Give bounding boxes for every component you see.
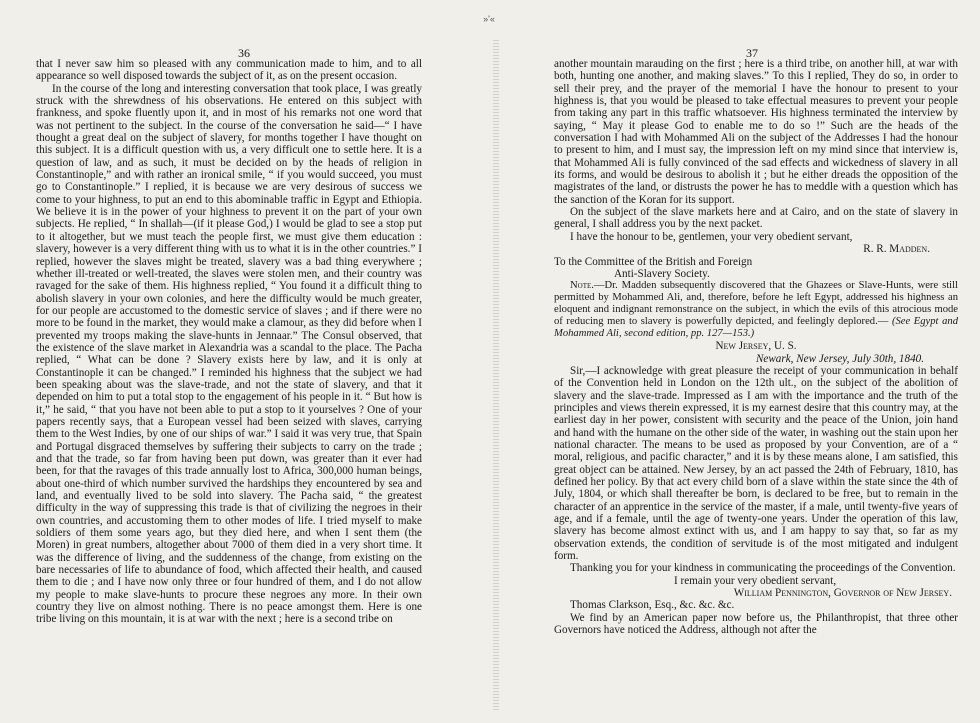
letter-dateline: Newark, New Jersey, July 30th, 1840.	[755, 352, 924, 365]
right-paragraph-1: another mountain marauding on the first ; here is a third tribe, on another hill, at war with both, hunting one another, and making slaves.” To this I replied, They do so, in order to sell their prey, and the prayer of the memorial I have the honour to present to your highness is, that you would be pleased to take effectual measures to prevent your people from taking any part in this traffic whatsoever. His highness terminated the interview by saying, “ May it please God to enable me to do so !” Such are the heads of the conversation I had with Mohammed Ali on the subject of the Addresses I had the honour to present to him, and I must say, the impression left on my mind since that interview is, that Mohammed Ali is fully convinced of the sad effects and wickedness of slavery in all its forms, and would be desirous to abolish it ; but he either dreads the opposition of the magistrates of the land, or distrusts the power he has to meddle with a question which has the sanction of the Koran for its support.	[554, 58, 958, 206]
addressee-line-1: To the Committee of the British and Foreign	[554, 255, 753, 268]
letter-body: Sir,—I acknowledge with great pleasure the receipt of your communication in behalf of the Convention held in London on the 12th ult., on the subject of the abolition of slavery and the slave-trade. Impressed as I am with the importance and the truth of the principles and views therein expressed, it is my earnest desire that this country may, at the earliest day in her power, consistent with security and the peace of the Union, join hand and hand with the humane on the other side of the water, in washing out the stain upon her national character. The means to be used as proposed by your Convention, are of a “ moral, religious, and pacific character,” and it is by these means alone, I am satisfied, this great object can be attained. New Jersey, by an act passed the 24th of February, 1810, has defined her policy. By that act every child born of a slave within the state since the 4th of July, 1804, or which shall thereafter be born, is declared to be free, but to remain in the character of an apprentice in the service of the master, if a male, until twenty-five years of age, and if a female, until the age of twenty-one years. Under the operation of this law, slavery has become almost extinct with us, and I am happy to say that, so far as my observation extends, the condition of servitude is of the most mitigated and indulgent form.	[554, 364, 958, 563]
note-citation: (See Egypt and Mohammed Ali, second edition, pp. 127—153.)	[554, 316, 958, 340]
left-paragraph-1: that I never saw him so pleased with any communication made to him, and to all appearance so well disposed towards the subject of it, as on the present occasion.	[36, 58, 422, 83]
signature-pennington: William Pennington, Governor of New Jersey.	[733, 587, 952, 600]
letter-thanks: Thanking you for your kindness in communicating the proceedings of the Convention.	[570, 562, 956, 575]
addressee-clarkson: Thomas Clarkson, Esq., &c. &c. &c.	[570, 599, 735, 612]
letter-closing: I remain your very obedient servant,	[674, 574, 837, 587]
right-paragraph-3: I have the honour to be, gentlemen, your very obedient servant,	[570, 230, 853, 243]
left-page	[36, 58, 422, 718]
addressee-line-2: Anti-Slavery Society.	[614, 267, 710, 280]
left-page-number: 36	[238, 46, 250, 60]
left-paragraph-2: In the course of the long and interesting conversation that took place, I was greatly struck with the shrewdness of his observations. He entered on this subject with frankness, and spoke fluently upon it, and in most of his remarks not one word that was not pertinent to the subject. In the course of the conversation he said—“ I have thought a great deal on the subject of slavery, for months together I have thought on this subject. It is a difficult question with us, a very difficult one to settle here. It is a question of law, and as such, it must be decided on by the heads of religion in Constantinople,” and with rather an ironical smile, “ if you would succeed, you must go to Constantinople.” I replied, it is because we are very desirous of success we come to your highness, to put an end to this abominable traffic in Egypt and Ethiopia. We believe it is in the power of your highness to prevent it on the part of your own subjects. He replied, “ In shallah—(if it please God,) I would be glad to see a stop put to it altogether, but we must teach the people first, we must give them education : slavery, however is a very different thing with us to what it is in the other countries.” I replied, however the slaves might be treated, slavery was a bad thing everywhere ; whether ill-treated or well-treated, the slaves were stolen men, and their country was ravaged for the sake of them. His highness replied, “ You found it a difficult thing to abolish slavery in your own colonies, and here the difficulty would be much greater, for our people are accustomed to the domestic service of slaves ; and if there were no more to be found in the market, they would make a clamour, as they did before when I prevented my troops making the slave-hunts in Jennaar.” The Consul observed, that the existence of the slave market in Alexandria was a scandal to the place. The Pacha replied, “ What can be done ? Slavery exists here by law, and it is only at Constantinople it can be changed.” I reminded his highness that the subject we had been speaking about was the slave-trade, and not the state of slavery, and that it depended on him to put a total stop to the engagement of his people in it. “ But how is it,” he said, “ that you have not been able to put a stop to it yourselves ? One of your papers recently says, that a European vessel had been seized with slaves, carrying them to the West Indies, by one of our ships of war.” I said it was very true, that Spain and Portugal disgraced themselves by suffering their subjects to carry on the trade ; and that the trade, so far from having been put down, was greater than it ever had been, for that the ravages of this trade annually lost to Africa, 300,000 human beings, about one-third of which number survived the hardships they encountered by sea and land, and eventually lived to be sold into slavery. The Pacha said, “ the greatest difficulty in the way of suppressing this trade is that of civilizing the negroes in their own countries, and accustoming them to other modes of life. I tried myself to make soldiers of them some years ago, but they died here, and when I sent them (the Moren) in great numbers, altogether about 7000 of them died in a very short time. It was the difference of living, and the suddenness of the change, from existing on the bare necessaries of life to abundance of food, which affected their health, and caused them to die ; and I have now only three or four hundred of them, and I do not allow my people to make slave-hunts to procure these negroes any more. In their own country they live on almost nothing. There is no peace amongst them. Here is one tribe living on this mountain, it is at war with the next ; here is a second tribe on	[36, 82, 422, 626]
right-paragraph-2: On the subject of the slave markets here and at Cairo, and on the state of slavery in general, I shall address you by the next packet.	[554, 206, 958, 231]
book-gutter	[493, 40, 499, 710]
closing-paragraph: We find by an American paper now before us, the Philanthropist, that three other Governors have noticed the Address, although not after the	[554, 611, 958, 637]
note-label: Note.	[570, 280, 594, 292]
note-text: —Dr. Madden subsequently discovered that the Ghazees or Slave-Hunts, were still permitted by Mohammed Ali, and, therefore, before he left Egypt, addressed his highness an eloquent and indignant remonstrance on the subject, in which the evils of this atrocious mode of reducing men to slavery is powerfully depicted, and feelingly deplored.—	[554, 280, 958, 328]
signature-madden: R. R. Madden.	[863, 243, 930, 256]
section-place-heading: New Jersey, U. S.	[715, 340, 797, 353]
top-mark: »'«	[483, 14, 495, 24]
right-page-number: 37	[746, 46, 758, 60]
editor-note	[554, 280, 958, 340]
right-page	[554, 58, 958, 718]
